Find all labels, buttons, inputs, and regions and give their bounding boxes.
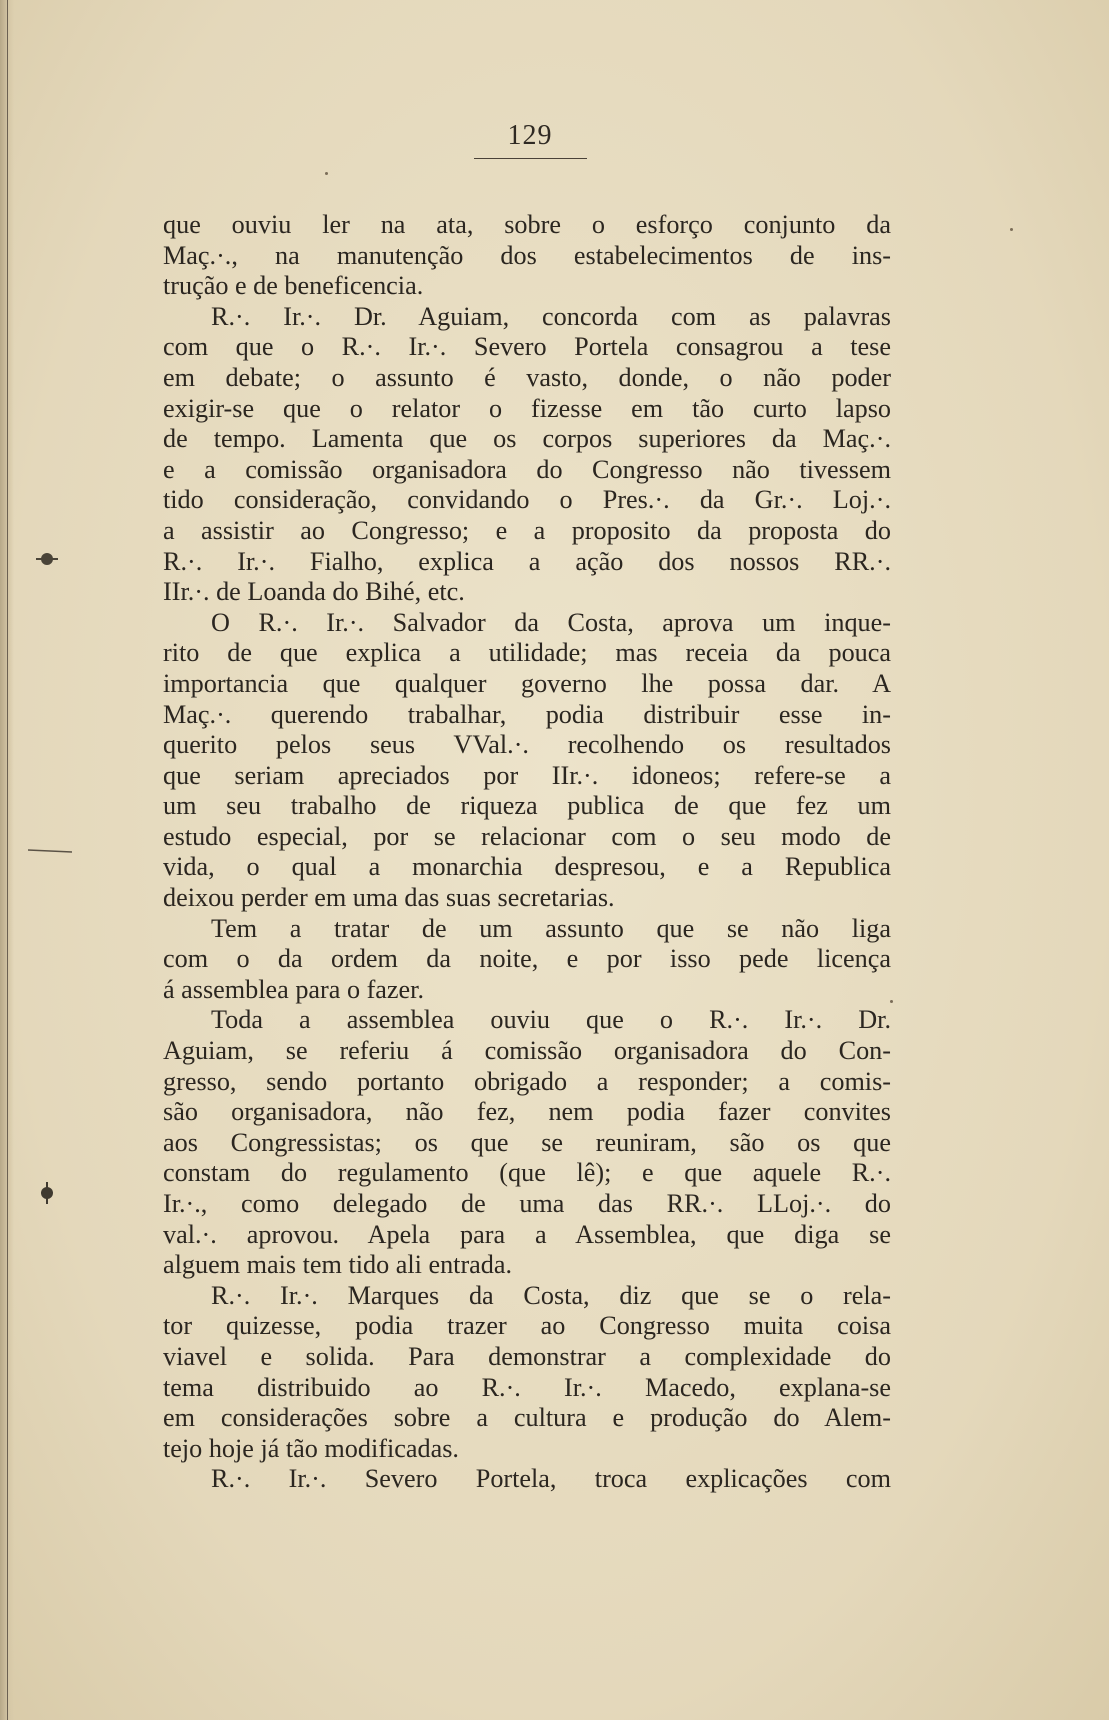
text-line: exigir-se que o relator o fizesse em tão curto lapso [163,393,891,423]
binding-stitch-icon [36,548,58,570]
text-line: com que o R.·. Ir.·. Severo Portela consagrou a tese [163,332,891,362]
text-line: vida, o qual a monarchia despresou, e a Republica [163,852,891,882]
text-line: querito pelos seus VVal.·. recolhendo os resultados [163,730,891,760]
text-line: Maç.·. querendo trabalhar, podia distribuir esse in- [163,699,891,729]
text-line: á assemblea para o fazer. [163,974,424,1004]
text-line: estudo especial, por se relacionar com o seu modo de [163,821,891,851]
text-line: tido consideração, convidando o Pres.·. da Gr.·. Loj.·. [163,485,891,515]
text-line: alguem mais tem tido ali entrada. [163,1250,513,1280]
text-line: em debate; o assunto é vasto, donde, o não poder [163,362,891,392]
text-line: e a comissão organisadora do Congresso não tivessem [163,454,891,484]
binding-line [7,0,8,1720]
text-line: tor quizesse, podia trazer ao Congresso muita coisa [163,1311,891,1341]
text-line: constam do regulamento (que lê); e que aquele R.·. [163,1158,891,1188]
text-line: Aguiam, se referiu á comissão organisadora do Con- [163,1036,891,1066]
text-line: val.·. aprovou. Apela para a Assemblea, que diga se [163,1219,891,1249]
text-line: R.·. Ir.·. Marques da Costa, diz que se o rela- [211,1280,891,1310]
page-header [470,120,590,159]
text-line: a assistir ao Congresso; e a proposito da proposta do [163,515,891,545]
paper-speck [1010,228,1013,231]
text-line: Maç.·., na manutenção dos estabelecimentos de ins- [163,240,891,270]
text-line: viavel e solida. Para demonstrar a complexidade do [163,1341,891,1371]
text-line: tema distribuido ao R.·. Ir.·. Macedo, explana-se [163,1372,891,1402]
text-line: Toda a assemblea ouviu que o R.·. Ir.·. Dr. [211,1005,891,1035]
text-line: Tem a tratar de um assunto que se não liga [211,913,891,943]
text-line: que seriam apreciados por IIr.·. idoneos; refere-se a [163,760,891,790]
binding-stitch-icon [36,1182,58,1204]
paper-speck [325,172,328,175]
text-line: R.·. Ir.·. Severo Portela, troca explicações com [211,1464,891,1494]
text-line: um seu trabalho de riqueza publica de que fez um [163,791,891,821]
text-line: com o da ordem da noite, e por isso pede licença [163,944,891,974]
text-line: R.·. Ir.·. Fialho, explica a ação dos nossos RR.·. [163,546,891,576]
text-line: que ouviu ler na ata, sobre o esforço conjunto da [163,210,891,239]
text-line: gresso, sendo portanto obrigado a responder; a comis- [163,1066,891,1096]
page-number: 129 [474,120,587,159]
text-line: aos Congressistas; os que se reuniram, são os que [163,1127,891,1157]
text-line: rito de que explica a utilidade; mas receia da pouca [163,638,891,668]
text-line: O R.·. Ir.·. Salvador da Costa, aprova um inque- [211,607,891,637]
text-line: são organisadora, não fez, nem podia fazer convites [163,1097,891,1127]
text-line: R.·. Ir.·. Dr. Aguiam, concorda com as palavras [211,301,891,331]
text-line: tejo hoje já tão modificadas. [163,1433,459,1463]
text-line: de tempo. Lamenta que os corpos superiores da Maç.·. [163,424,891,454]
text-line: Ir.·., como delegado de uma das RR.·. LLoj.·. do [163,1189,891,1218]
text-line: trução e de beneficencia. [163,271,424,301]
text-line: IIr.·. de Loanda do Bihé, etc. [163,577,465,607]
binding-thread-icon [28,840,72,862]
text-line: deixou perder em uma das suas secretarias. [163,883,615,913]
text-line: importancia que qualquer governo lhe possa dar. A [163,668,891,698]
body-text [163,210,891,1495]
text-line: em considerações sobre a cultura e produção do Alem- [163,1403,891,1433]
